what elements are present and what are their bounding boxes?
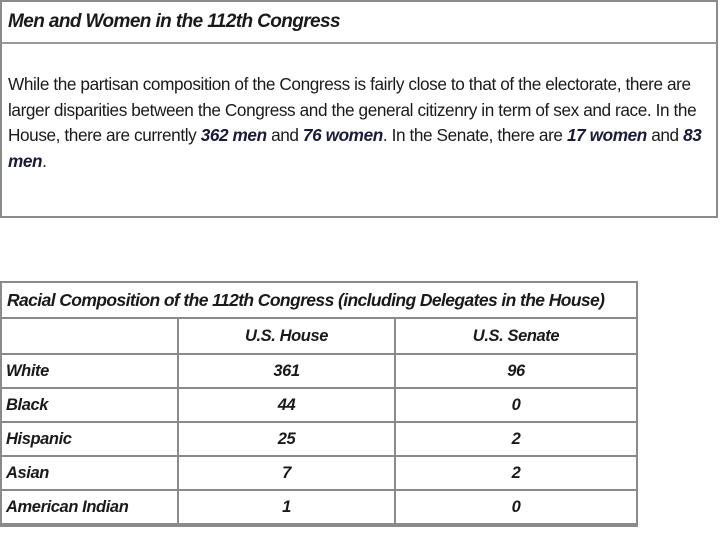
house-value: 7 bbox=[178, 456, 395, 490]
table-header-row bbox=[2, 319, 636, 354]
row-label: Black bbox=[2, 388, 178, 422]
paragraph-and-1: and bbox=[266, 125, 303, 145]
men-women-info-box bbox=[0, 0, 718, 218]
senate-value: 2 bbox=[395, 422, 636, 456]
paragraph-text-1: While the partisan composition of the Congress is fairly close to that of the electorate, there are larger disparities between the Congress and the general citizenry in term of sex and race. In the House, there are currently bbox=[8, 74, 697, 145]
table-row bbox=[2, 354, 636, 388]
house-value: 1 bbox=[178, 490, 395, 524]
paragraph-end: . bbox=[42, 150, 47, 171]
info-box-title: Men and Women in the 112th Congress bbox=[2, 2, 716, 44]
house-women-count: 76 women bbox=[302, 125, 383, 145]
header-us-house: U.S. House bbox=[178, 319, 395, 354]
senate-value: 2 bbox=[395, 456, 636, 490]
house-value: 44 bbox=[178, 388, 395, 422]
house-value: 25 bbox=[178, 422, 395, 456]
table-row bbox=[2, 388, 636, 422]
house-men-count: 362 men bbox=[200, 125, 267, 145]
info-box-paragraph bbox=[2, 44, 716, 174]
table-row bbox=[2, 490, 636, 524]
racial-composition-table-container bbox=[0, 281, 638, 527]
senate-value: 0 bbox=[395, 388, 636, 422]
table-row bbox=[2, 456, 636, 490]
row-label: American Indian bbox=[2, 490, 178, 524]
racial-table-title: Racial Composition of the 112th Congress (including Delegates in the House) bbox=[2, 283, 636, 319]
house-value: 361 bbox=[178, 354, 395, 388]
senate-men-count: 83 men bbox=[8, 125, 702, 171]
paragraph-and-2: and bbox=[646, 125, 684, 145]
header-blank-cell bbox=[2, 319, 178, 354]
table-row bbox=[2, 422, 636, 456]
senate-value: 96 bbox=[395, 354, 636, 388]
row-label: Asian bbox=[2, 456, 178, 490]
row-label: Hispanic bbox=[2, 422, 178, 456]
header-us-senate: U.S. Senate bbox=[395, 319, 636, 354]
paragraph-text-2: . In the Senate, there are bbox=[382, 125, 567, 145]
senate-value: 0 bbox=[395, 490, 636, 524]
senate-women-count: 17 women bbox=[566, 125, 647, 145]
row-label: White bbox=[2, 354, 178, 388]
racial-composition-table bbox=[2, 319, 636, 525]
